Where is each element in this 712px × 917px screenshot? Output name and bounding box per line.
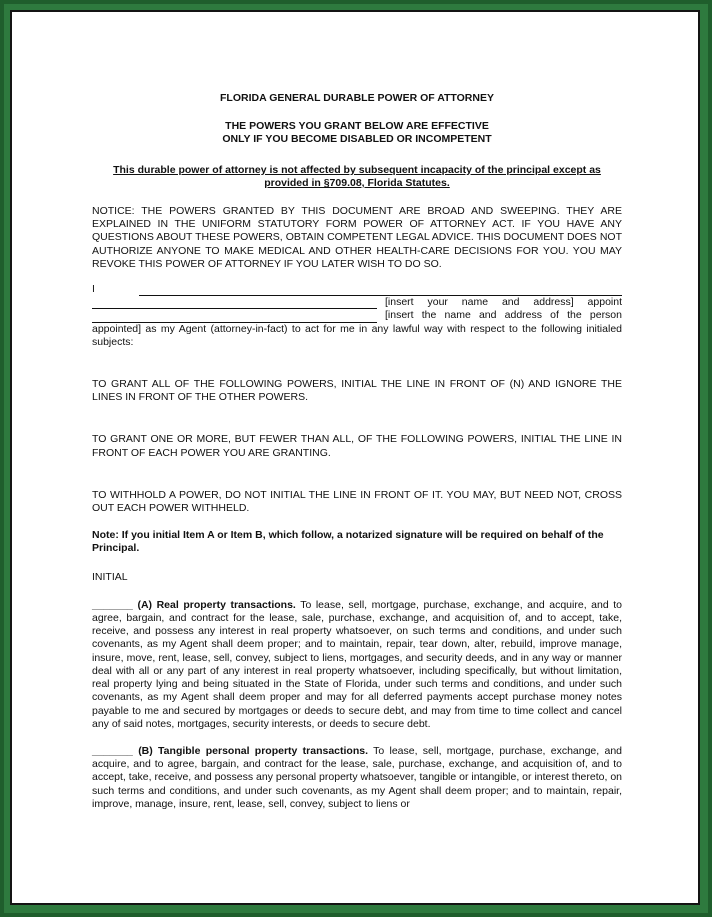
subtitle-block [92,120,622,146]
item-a-heading: (A) Real property transactions. [137,598,296,611]
item-a-paragraph [92,599,622,731]
document-page [10,10,700,905]
person-hint: [insert the name and address of the person [385,309,622,322]
instruction-grant-some: TO GRANT ONE OR MORE, BUT FEWER THAN ALL, OF THE FOLLOWING POWERS, INITIAL THE LINE IN FRONT OF EACH POWER YOU ARE GRANTING. [92,433,622,459]
notarization-note: Note: If you initial Item A or Item B, which follow, a notarized signature will be required on behalf of the Principal. [92,529,604,555]
item-b-heading: (B) Tangible personal property transactions. [138,744,369,757]
notice-paragraph: NOTICE: THE POWERS GRANTED BY THIS DOCUMENT ARE BROAD AND SWEEPING. THEY ARE EXPLAINED IN THE UNIFORM STATUTORY FORM POWER OF ATTORNEY ACT. IF YOU HAVE ANY QUESTIONS ABOUT THESE POWERS, OBTAIN COMPETENT LEGAL ADVICE. THIS DOCUMENT DOES NOT AUTHORIZE ANYONE TO MAKE MEDICAL AND OTHER HEALTH-CARE DECISIONS FOR YOU. YOU MAY REVOKE THIS POWER OF ATTORNEY IF YOU LATER WISH TO DO SO. [92,205,622,270]
item-b-body: To lease, sell, mortgage, purchase, exchange, and acquire, and to agree, bargain, and contract for the lease, sale, purchase, exchange, and acquisition of, and to accept, take, receive, and possess any personal property whatsoever, tangible or intangible, or interest thereto, on such terms and conditions, and under such covenants, as my Agent shall deem proper; and to maintain, repair, improve, manage, insure, rent, lease, sell, convey, subject to liens or [92,744,622,810]
item-b-paragraph [92,745,622,811]
agent-appointment [92,283,622,349]
item-b-initial-blank[interactable]: _______ [92,744,133,757]
document-content [92,92,622,811]
document-title: FLORIDA GENERAL DURABLE POWER OF ATTORNEY [220,92,494,104]
agent-line-2 [92,296,622,309]
subtitle-line-2: ONLY IF YOU BECOME DISABLED OR INCOMPETENT [222,133,492,146]
instruction-grant-all: TO GRANT ALL OF THE FOLLOWING POWERS, INITIAL THE LINE IN FRONT OF (N) AND IGNORE THE LINES IN FRONT OF THE OTHER POWERS. [92,378,622,404]
item-a-body: To lease, sell, mortgage, purchase, exchange, and acquire, and to agree, bargain, and contract for the lease, sale, purchase, exchange, and acquisition of, and to accept, take, receive, and possess any interest in real property whatsoever, on such terms and conditions, and under such covenants, as my Agent shall deem proper; and to maintain, repair, tear down, alter, rebuild, improve manage, insure, move, rent, lease, sell, convey, subject to liens, mortgages, and security deeds, and in any way or manner deal with all or any part of any interest in real property whatsoever, including specifically, but without limitation, real property lying and being situated in the State of Florida, under such terms and conditions, and under such covenants, as my Agent shall deem proper and may for all deferred payments accept purchase money notes payable to me and secured by mortgages or deeds to secure debt, and may from time to time collect and cancel any of said notes, mortgages, security interests, or deeds to secure debt. [92,598,622,730]
name-address-hint: [insert your name and address] appoint [385,296,622,309]
agent-line-3 [92,309,622,322]
agent-continuation: appointed] as my Agent (attorney-in-fact) to act for me in any lawful way with respect to the following initialed subjects: [92,322,622,348]
item-a-initial-blank[interactable]: _______ [92,598,133,611]
principal-address-blank[interactable] [92,299,377,309]
incapacity-statement: This durable power of attorney is not affected by subsequent incapacity of the principal except as provided in §709.08, Florida Statutes. [113,163,601,189]
subtitle-line-1: THE POWERS YOU GRANT BELOW ARE EFFECTIVE [225,120,489,133]
principal-name-blank[interactable] [139,286,622,296]
i-label: I [92,283,95,296]
instruction-withhold: TO WITHHOLD A POWER, DO NOT INITIAL THE LINE IN FRONT OF IT. YOU MAY, BUT NEED NOT, CROSS OUT EACH POWER WITHHELD. [92,488,622,515]
agent-line-1 [92,283,622,296]
agent-name-blank[interactable] [92,313,377,323]
initial-label: INITIAL [92,570,128,583]
